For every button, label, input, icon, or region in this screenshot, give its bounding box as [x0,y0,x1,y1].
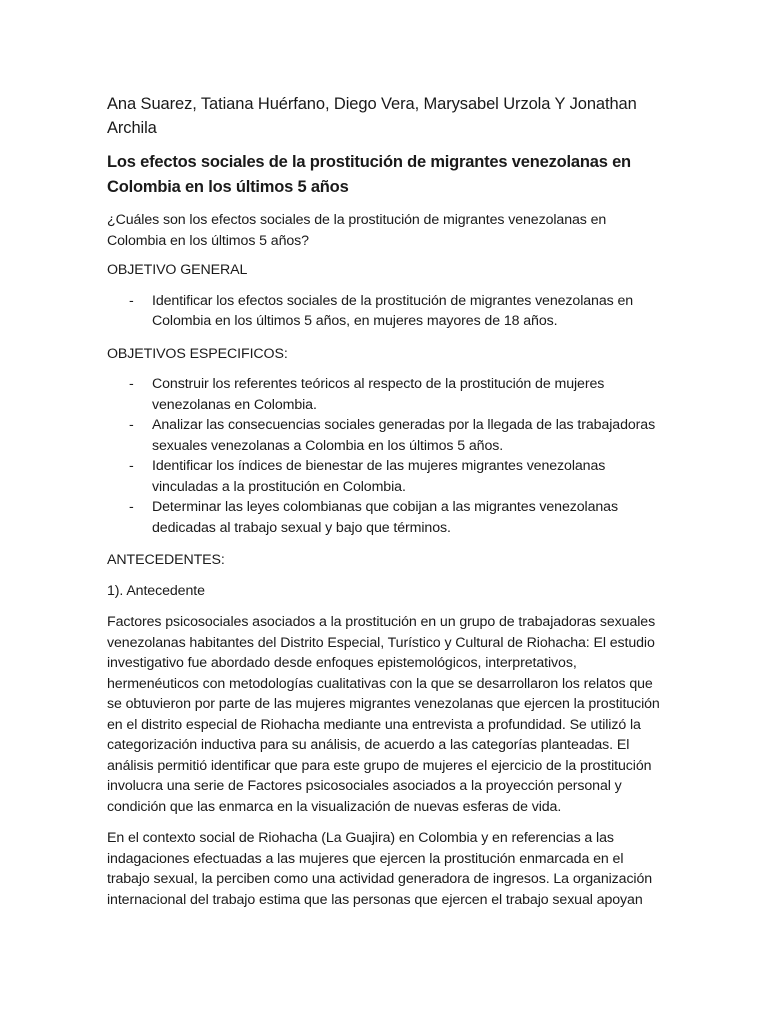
list-item-text: Analizar las consecuencias sociales generadas por la llegada de las trabajadoras sexuales venezolanas a Colombia en los últimos 5 años. [152,417,656,454]
list-item-text: Identificar los efectos sociales de la prostitución de migrantes venezolanas en Colombia en los últimos 5 años, en mujeres mayores de 18 años. [152,292,634,329]
background-heading: ANTECEDENTES: [107,552,225,568]
dash-bullet: - [129,376,134,392]
list-item [107,497,667,538]
specific-objectives-heading: OBJETIVOS ESPECIFICOS: [107,345,288,362]
list-item-text: Identificar los índices de bienestar de las mujeres migrantes venezolanas vinculadas a la prostitución en Colombia. [152,458,606,495]
background-item-label: 1). Antecedente [107,582,205,599]
document-body [107,92,667,921]
dash-bullet: - [129,417,134,433]
background-paragraph-2: En el contexto social de Riohacha (La Guajira) en Colombia y en referencias a las indagaciones efectuadas a las mujeres que ejercen la prostitución enmarcada en el trabajo sexual, la perciben como una actividad generadora de ingresos. La organización internacional del trabajo estima que las personas que ejercen el trabajo sexual apoyan [107,830,653,908]
specific-objectives-list [107,374,667,538]
research-question: ¿Cuáles son los efectos sociales de la prostitución de migrantes venezolanas en Colombia en los últimos 5 años? [107,212,607,249]
dash-bullet: - [129,292,134,309]
list-item [107,415,667,456]
background-paragraph-1: Factores psicosociales asociados a la prostitución en un grupo de trabajadoras sexuales venezolanas habitantes del Distrito Especial, Turístico y Cultural de Riohacha: El estudio investigativo fue abordado desde enfoques epistemológicos, interpretativos, hermenéuticos con metodologías cualitativas con la que se desarrollaron los relatos que se obtuvieron por parte de las mujeres migrantes venezolanas que ejercen la prostitución en el distrito especial de Riohacha mediante una entrevista a profundidad. Se utilizó la categorización inductiva para su análisis, de acuerdo a las categorías planteadas. El análisis permitió identificar que para este grupo de mujeres el ejercicio de la prostitución involucra una serie de Factores psicosociales asociados a la proyección personal y condición que las enmarca en la visualización de nuevas esferas de vida. [107,614,660,815]
general-objective-heading: OBJETIVO GENERAL [107,262,248,278]
dash-bullet: - [129,458,134,474]
general-objective-list [107,291,667,332]
document-title: Los efectos sociales de la prostitución de migrantes venezolanas en Colombia en los últimos 5 años [107,153,631,196]
author-list: Ana Suarez, Tatiana Huérfano, Diego Vera, Marysabel Urzola Y Jonathan Archila [107,95,637,137]
list-item [107,456,667,497]
dash-bullet: - [129,499,134,515]
list-item-text: Determinar las leyes colombianas que cobijan a las migrantes venezolanas dedicadas al trabajo sexual y bajo que términos. [152,499,618,536]
list-item [107,291,667,332]
list-item-text: Construir los referentes teóricos al respecto de la prostitución de mujeres venezolanas en Colombia. [152,376,605,413]
list-item [107,374,667,415]
